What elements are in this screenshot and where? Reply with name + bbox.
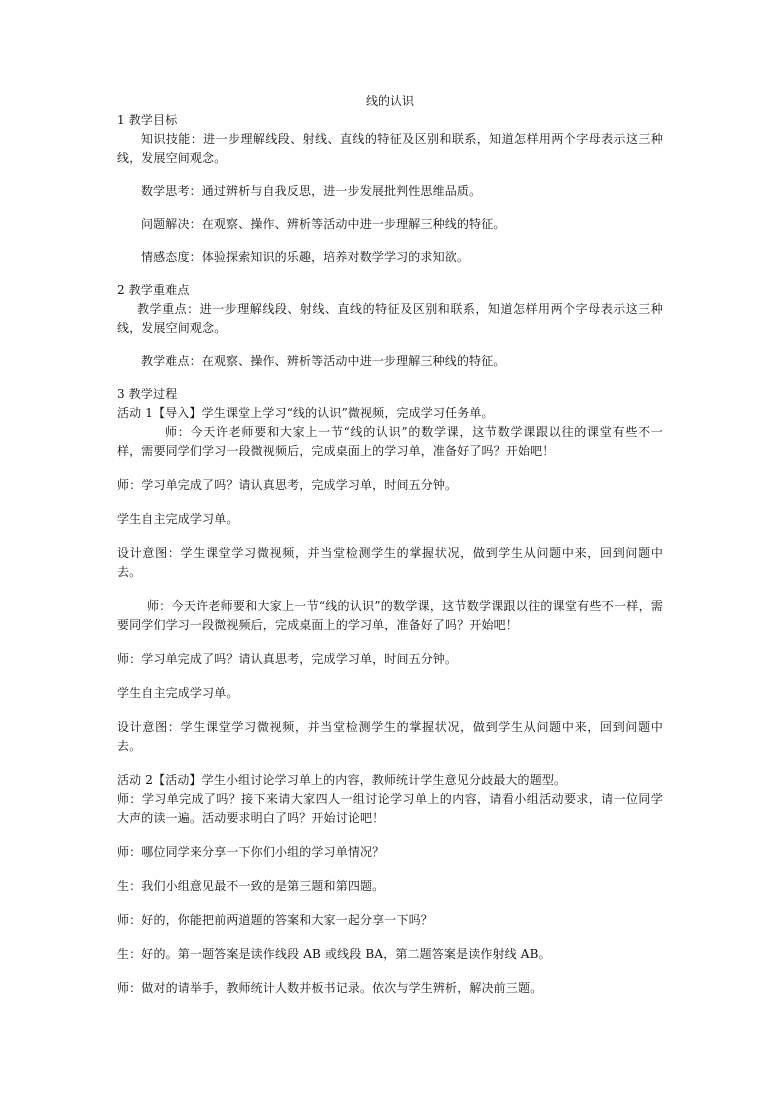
paragraph-design-intent-repeat: 设计意图：学生课堂学习微视频，并当堂检测学生的掌握状况，做到学生从问题中来，回到问题中去。 bbox=[117, 720, 663, 753]
paragraph-math-thinking: 数学思考：通过辨析与自我反思，进一步发展批判性思维品质。 bbox=[141, 184, 482, 198]
section-heading-key-points: 2 教学重难点 bbox=[117, 283, 190, 297]
paragraph-student-answer: 生：好的。第一题答案是读作线段 AB 或线段 BA，第二题答案是读作射线 AB。 bbox=[117, 947, 551, 961]
paragraph-group-discussion: 师：学习单完成了吗？接下来请大家四人一组讨论学习单上的内容，请看小组活动要求，请一位同学大声的读一遍。活动要求明白了吗？开始讨论吧！ bbox=[117, 792, 663, 825]
section-heading-process: 3 教学过程 bbox=[117, 387, 178, 401]
paragraph-student-work: 学生自主完成学习单。 bbox=[117, 512, 239, 526]
document-body bbox=[117, 92, 663, 998]
paragraph-teacher-question: 师：学习单完成了吗？请认真思考，完成学习单，时间五分钟。 bbox=[117, 478, 458, 492]
paragraph-teacher-tally: 师：做对的请举手，教师统计人数并板书记录。依次与学生辨析，解决前三题。 bbox=[117, 981, 543, 995]
paragraph-student-work-repeat: 学生自主完成学习单。 bbox=[117, 686, 239, 700]
paragraph-teacher-intro: 师：今天许老师要和大家上一节“线的认识”的数学课，这节数学课跟以往的课堂有些不一样，需要同学们学习一段微视频后，完成桌面上的学习单，准备好了吗？开始吧！ bbox=[117, 425, 663, 458]
paragraph-problem-solving: 问题解决：在观察、操作、辨析等活动中进一步理解三种线的特征。 bbox=[141, 217, 506, 231]
paragraph-design-intent: 设计意图：学生课堂学习微视频，并当堂检测学生的掌握状况，做到学生从问题中来，回到问题中去。 bbox=[117, 546, 663, 579]
paragraph-key-point: 教学重点：进一步理解线段、射线、直线的特征及区别和联系，知道怎样用两个字母表示这三种线，发展空间观念。 bbox=[117, 302, 663, 335]
paragraph-difficulty: 教学难点：在观察、操作、辨析等活动中进一步理解三种线的特征。 bbox=[141, 354, 506, 368]
paragraph-share-question: 师：哪位同学来分享一下你们小组的学习单情况？ bbox=[117, 845, 385, 859]
activity-1-heading: 活动 1【导入】学生课堂上学习“线的认识”微视频，完成学习任务单。 bbox=[117, 406, 494, 420]
paragraph-teacher-intro-repeat: 师：今天许老师要和大家上一节“线的认识”的数学课，这节数学课跟以往的课堂有些不一样，需要同学们学习一段微视频后，完成桌面上的学习单，准备好了吗？开始吧！ bbox=[117, 599, 663, 632]
activity-2-heading: 活动 2【活动】学生小组讨论学习单上的内容，教师统计学生意见分歧最大的题型。 bbox=[117, 773, 567, 787]
section-heading-objectives: 1 教学目标 bbox=[117, 113, 178, 127]
paragraph-knowledge-skills: 知识技能：进一步理解线段、射线、直线的特征及区别和联系，知道怎样用两个字母表示这三种线，发展空间观念。 bbox=[117, 132, 663, 165]
paragraph-teacher-followup: 师：好的，你能把前两道题的答案和大家一起分享一下吗？ bbox=[117, 913, 433, 927]
paragraph-teacher-question-repeat: 师：学习单完成了吗？请认真思考，完成学习单，时间五分钟。 bbox=[117, 652, 458, 666]
document-title: 线的认识 bbox=[365, 94, 414, 108]
paragraph-emotion-attitude: 情感态度：体验探索知识的乐趣，培养对数学学习的求知欲。 bbox=[141, 250, 470, 264]
paragraph-student-reply: 生：我们小组意见最不一致的是第三题和第四题。 bbox=[117, 879, 385, 893]
